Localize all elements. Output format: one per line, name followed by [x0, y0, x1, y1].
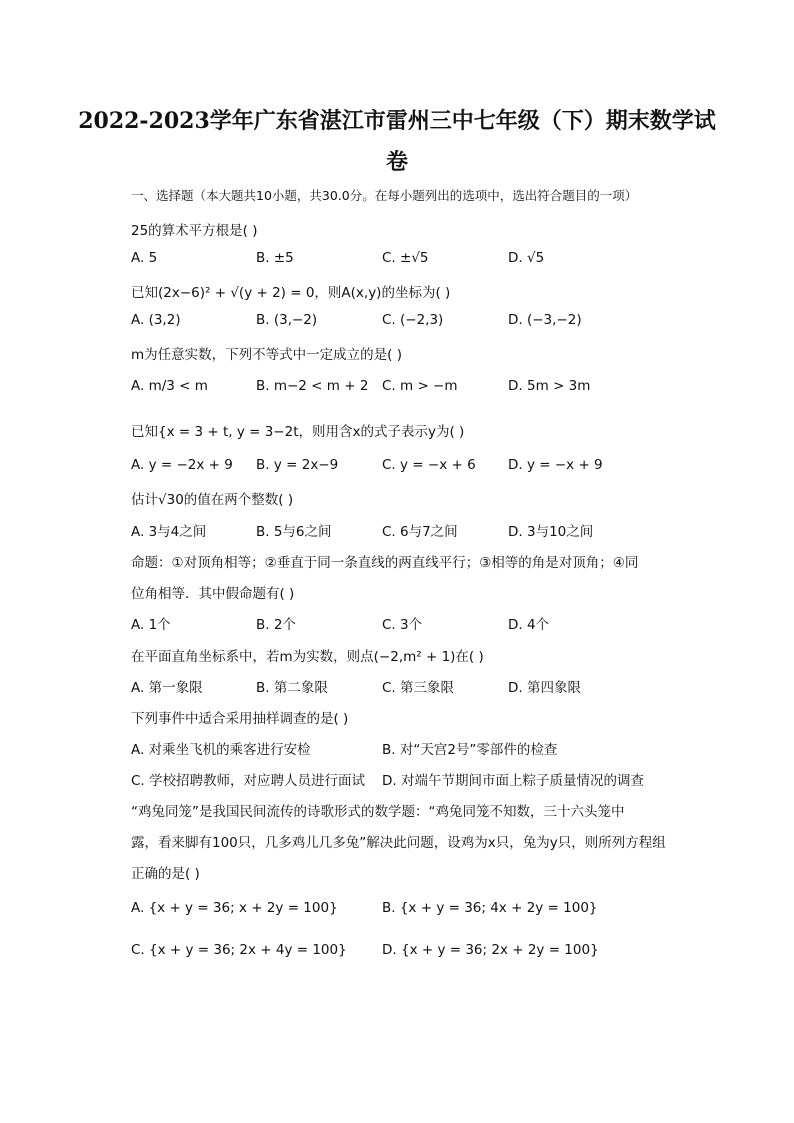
question-6-stem: 命题：①对顶角相等；②垂直于同一条直线的两直线平行；③相等的角是对顶角；④同 — [131, 555, 639, 571]
q6-option-d: D. 4个 — [508, 617, 550, 633]
question-9-stem-line-2: 露，看来脚有100只，几多鸡儿几多兔”解决此问题，设鸡为x只，兔为y只，则所列方程组 — [131, 835, 666, 851]
q7-option-b: B. 第二象限 — [256, 680, 328, 696]
q5-option-a: A. 3与4之间 — [131, 524, 207, 540]
q1-option-a: A. 5 — [131, 250, 158, 266]
page-title-line-1: 2022-2023学年广东省湛江市雷州三中七年级（下）期末数学试 — [78, 108, 716, 134]
q1-option-d: D. √5 — [508, 250, 545, 266]
q8-option-c: C. 学校招聘教师，对应聘人员进行面试 — [131, 773, 366, 789]
q6-option-a: A. 1个 — [131, 617, 171, 633]
q3-option-d: D. 5m > 3m — [508, 378, 591, 394]
q3-option-b: B. m−2 < m + 2 — [256, 378, 369, 394]
q5-option-c: C. 6与7之间 — [382, 524, 458, 540]
question-9-stem-line-3: 正确的是( ) — [131, 866, 200, 882]
q7-option-a: A. 第一象限 — [131, 680, 203, 696]
q5-option-b: B. 5与6之间 — [256, 524, 332, 540]
q4-option-d: D. y = −x + 9 — [508, 457, 603, 473]
q8-option-d: D. 对端午节期间市面上粽子质量情况的调查 — [382, 773, 644, 789]
question-5-stem: 估计√30的值在两个整数( ) — [131, 492, 294, 508]
q2-option-a: A. (3,2) — [131, 312, 181, 328]
page-title-line-2: 卷 — [385, 149, 408, 175]
q9-option-d: D. {x + y = 36; 2x + 2y = 100} — [382, 942, 599, 958]
question-3-stem: m为任意实数，下列不等式中一定成立的是( ) — [131, 347, 402, 363]
q9-option-b: B. {x + y = 36; 4x + 2y = 100} — [382, 900, 598, 916]
q2-option-c: C. (−2,3) — [382, 312, 444, 328]
question-2-stem: 已知(2x−6)² + √(y + 2) = 0，则A(x,y)的坐标为( ) — [131, 285, 451, 301]
q5-option-d: D. 3与10之间 — [508, 524, 594, 540]
q2-option-b: B. (3,−2) — [256, 312, 318, 328]
q9-option-c: C. {x + y = 36; 2x + 4y = 100} — [131, 942, 347, 958]
question-4-stem: 已知{x = 3 + t, y = 3−2t，则用含x的式子表示y为( ) — [131, 424, 465, 440]
question-7-stem: 在平面直角坐标系中，若m为实数，则点(−2,m² + 1)在( ) — [131, 649, 484, 665]
q2-option-d: D. (−3,−2) — [508, 312, 582, 328]
q9-option-a: A. {x + y = 36; x + 2y = 100} — [131, 900, 338, 916]
q3-option-a: A. m/3 < m — [131, 378, 208, 394]
q3-option-c: C. m > −m — [382, 378, 458, 394]
q1-option-c: C. ±√5 — [382, 250, 429, 266]
q6-option-b: B. 2个 — [256, 617, 296, 633]
q8-option-b: B. 对“天宫2号”零部件的检查 — [382, 742, 558, 758]
question-6-stem-line-2: 位角相等．其中假命题有( ) — [131, 586, 295, 602]
q6-option-c: C. 3个 — [382, 617, 423, 633]
section-heading: 一、选择题（本大题共10小题，共30.0分。在每小题列出的选项中，选出符合题目的一项） — [131, 188, 638, 203]
q7-option-c: C. 第三象限 — [382, 680, 455, 696]
q7-option-d: D. 第四象限 — [508, 680, 581, 696]
question-9-stem: “鸡兔同笼”是我国民间流传的诗歌形式的数学题：“鸡兔同笼不知数，三十六头笼中 — [131, 804, 625, 820]
q4-option-b: B. y = 2x−9 — [256, 457, 339, 473]
q4-option-a: A. y = −2x + 9 — [131, 457, 233, 473]
question-8-stem: 下列事件中适合采用抽样调查的是( ) — [131, 711, 349, 727]
q1-option-b: B. ±5 — [256, 250, 294, 266]
q8-option-a: A. 对乘坐飞机的乘客进行安检 — [131, 742, 311, 758]
question-1-stem: 25的算术平方根是( ) — [131, 223, 258, 239]
q4-option-c: C. y = −x + 6 — [382, 457, 476, 473]
